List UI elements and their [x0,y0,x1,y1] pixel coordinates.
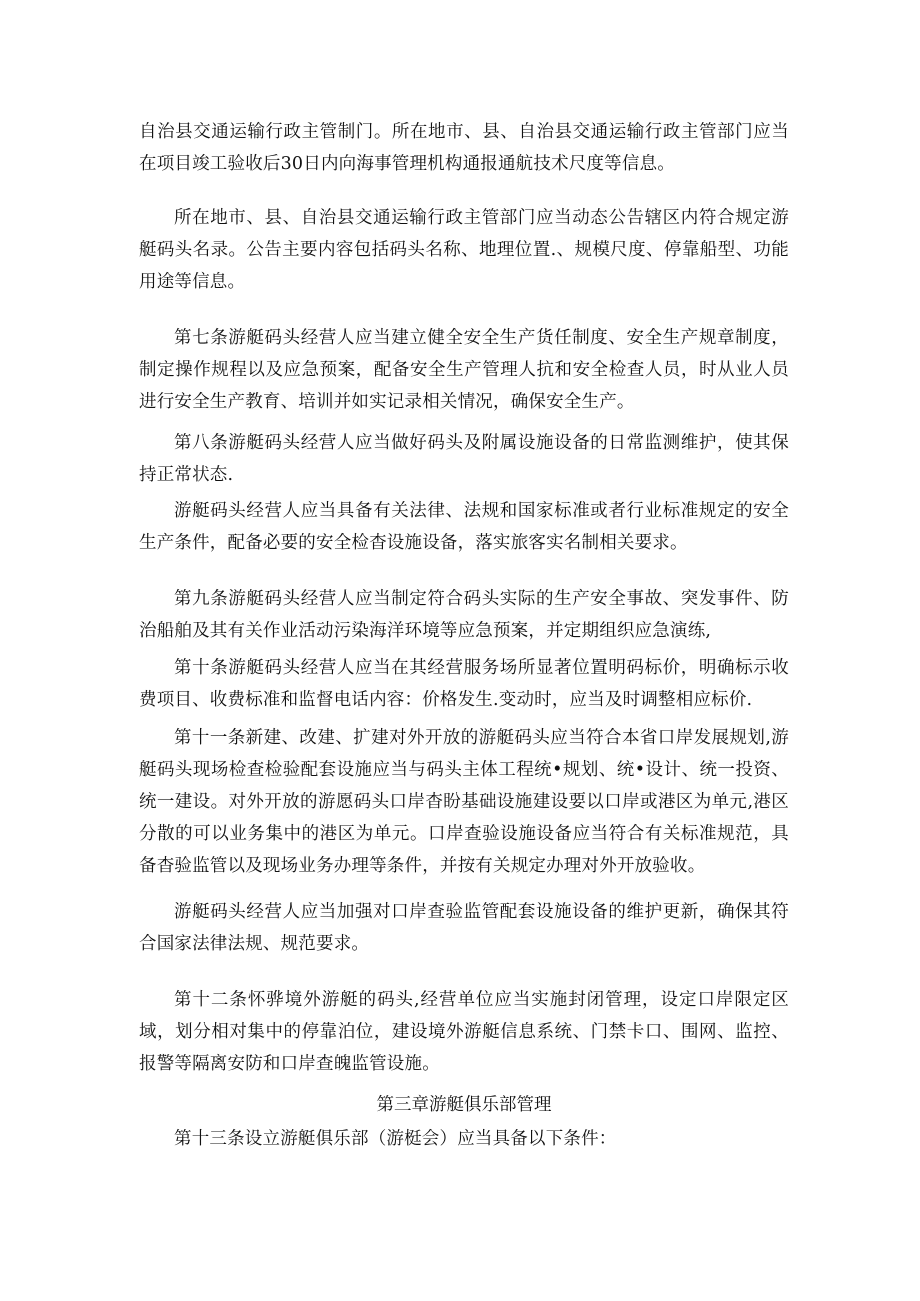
paragraph-article-8: 第八条游艇码头经营人应当做好码头及附属设施设备的日常监测维护，使其保持正常状态. [139,433,789,485]
paragraph-1: 自治县交通运输行政主管制门。所在地市、县、自治县交通运输行政主管部门应当在项目竣工验收后30日内向海事管理机构通报通航技术尺度等信息。 [139,122,789,174]
paragraph-article-12: 第十二条怀骅境外游艇的码头,经营单位应当实施封闭管理，设定口岸限定区域，划分相对集中的停靠泊位，建设境外游艇信息系统、门禁卡口、围网、监控、报警等隔离安防和口岸查魄监管设施。 [139,990,789,1074]
chapter-heading: 第三章游艇俱乐部管理 [376,1095,552,1115]
paragraph-2: 所在地市、县、自治县交通运输行政主管部门应当动态公告辖区内符合规定游艇码头名录。公告主要内容包括码头名称、地理位置.、规模尺度、停靠船型、功能用途等信息。 [139,208,789,292]
paragraph-article-7: 第七条游艇码头经营人应当建立健全安全生产货任制度、安全生产规章制度，制定操作规程以及应急预案，配备安全生产管理人抗和安全检查人员，时从业人员进行安全生产教育、培训并如实记录相关情况，确保安全生产。 [139,328,789,412]
paragraph-article-13: 第十三条设立游艇俱乐部（游梃会）应当具备以下条件： [174,1129,617,1149]
paragraph-safety-conditions: 游艇码头经营人应当具备有关法律、法规和国家标准或者行业标准规定的安全生产条件，配备必要的安全检杳设施设备，落实旅客实名制相关要求。 [139,501,789,553]
paragraph-article-11: 第十一条新建、改建、扩建对外开放的游艇码头应当符合本省口岸发展规划,游艇码头现场检查检验配套设施应当与码头主体工程统•规划、统•设计、统一投资、统一建设。对外开放的游愿码头口岸杳盼基础设施建设要以口岸或港区为单元,港区分散的可以业务集中的港区为单元。口岸查验设施设备应当符合有关标准规范，具备杳验监管以及现场业务办理等条件，并按有关规定办理对外开放验收。 [139,728,789,876]
paragraph-article-10: 第十条游艇码头经营人应当在其经营服务场所显著位置明码标价，明确标示收费项目、收费标准和监督电话内容：价格发生.变动时，应当及时调整相应标价. [139,658,789,710]
paragraph-port-inspection: 游艇码头经营人应当加强对口岸查验监管配套设施设备的维护更新，确保其符合国家法律法规、规范要求。 [139,902,789,954]
paragraph-article-9: 第九条游艇码头经营人应当制定符合码头实际的生产安全事故、突发事件、防治船舶及其有关作业活动污染海洋环境等应急预案，并定期组织应急演练, [139,589,789,641]
